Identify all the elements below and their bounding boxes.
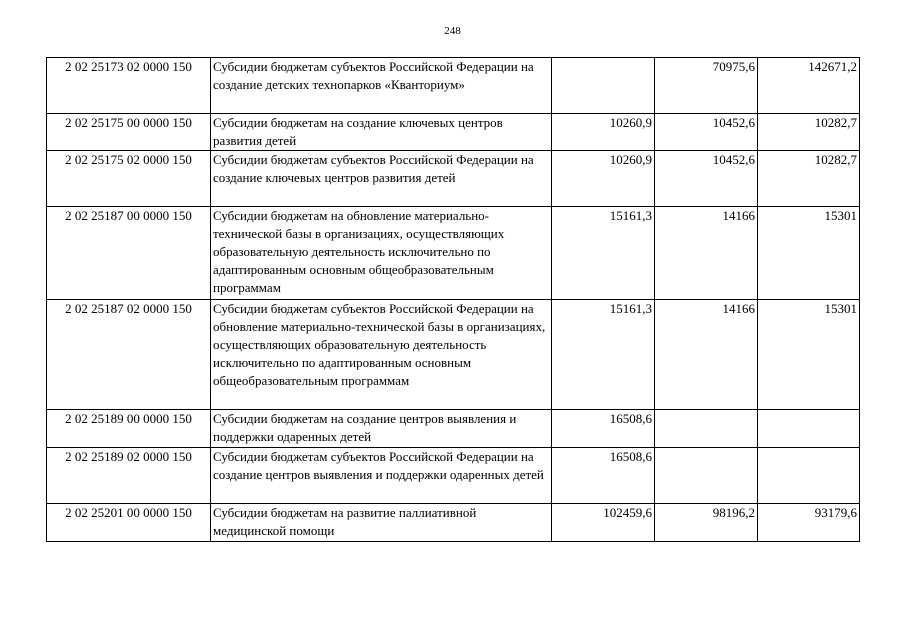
classification-code: 2 02 25189 00 0000 150 [47,410,211,448]
classification-code: 2 02 25175 00 0000 150 [47,114,211,151]
table-row [47,448,860,504]
table-row [47,58,860,114]
income-name: Субсидии бюджетам субъектов Российской Федерации на создание детских технопарков «Кванториум» [211,58,552,114]
income-name: Субсидии бюджетам субъектов Российской Федерации на создание центров выявления и поддержки одаренных детей [211,448,552,504]
classification-code: 2 02 25201 00 0000 150 [47,504,211,542]
amount-col2: 10452,6 [655,151,758,207]
amount-col1 [552,58,655,114]
classification-code: 2 02 25187 02 0000 150 [47,300,211,410]
table-row [47,300,860,410]
amount-col1: 15161,3 [552,300,655,410]
amount-col1: 10260,9 [552,114,655,151]
classification-code: 2 02 25187 00 0000 150 [47,207,211,300]
amount-col1: 102459,6 [552,504,655,542]
table-row [47,151,860,207]
page-number: 248 [444,25,461,37]
amount-col2: 10452,6 [655,114,758,151]
classification-code: 2 02 25175 02 0000 150 [47,151,211,207]
table-row [47,410,860,448]
classification-code: 2 02 25189 02 0000 150 [47,448,211,504]
amount-col2: 70975,6 [655,58,758,114]
amount-col3: 15301 [758,300,860,410]
amount-col1: 15161,3 [552,207,655,300]
amount-col2 [655,448,758,504]
amount-col3: 93179,6 [758,504,860,542]
income-name: Субсидии бюджетам на развитие паллиативной медицинской помощи [211,504,552,542]
income-name: Субсидии бюджетам субъектов Российской Федерации на создание ключевых центров развития детей [211,151,552,207]
amount-col1: 10260,9 [552,151,655,207]
income-name: Субсидии бюджетам субъектов Российской Федерации на обновление материально-технической базы в организациях, осуществляющих образовательную деятельность исключительно по адаптированным основным общеобразовательным программам [211,300,552,410]
amount-col2 [655,410,758,448]
amount-col2: 98196,2 [655,504,758,542]
amount-col3: 10282,7 [758,114,860,151]
income-name: Субсидии бюджетам на создание ключевых центров развития детей [211,114,552,151]
amount-col2: 14166 [655,207,758,300]
table-row [47,207,860,300]
table-row [47,504,860,542]
budget-table [46,57,860,542]
amount-col3 [758,448,860,504]
amount-col1: 16508,6 [552,448,655,504]
amount-col3: 10282,7 [758,151,860,207]
classification-code: 2 02 25173 02 0000 150 [47,58,211,114]
amount-col2: 14166 [655,300,758,410]
amount-col1: 16508,6 [552,410,655,448]
income-name: Субсидии бюджетам на создание центров выявления и поддержки одаренных детей [211,410,552,448]
table-row [47,114,860,151]
income-name: Субсидии бюджетам на обновление материально-технической базы в организациях, осуществляющих образовательную деятельность исключительно по адаптированным основным общеобразовательным программам [211,207,552,300]
amount-col3: 15301 [758,207,860,300]
amount-col3: 142671,2 [758,58,860,114]
amount-col3 [758,410,860,448]
